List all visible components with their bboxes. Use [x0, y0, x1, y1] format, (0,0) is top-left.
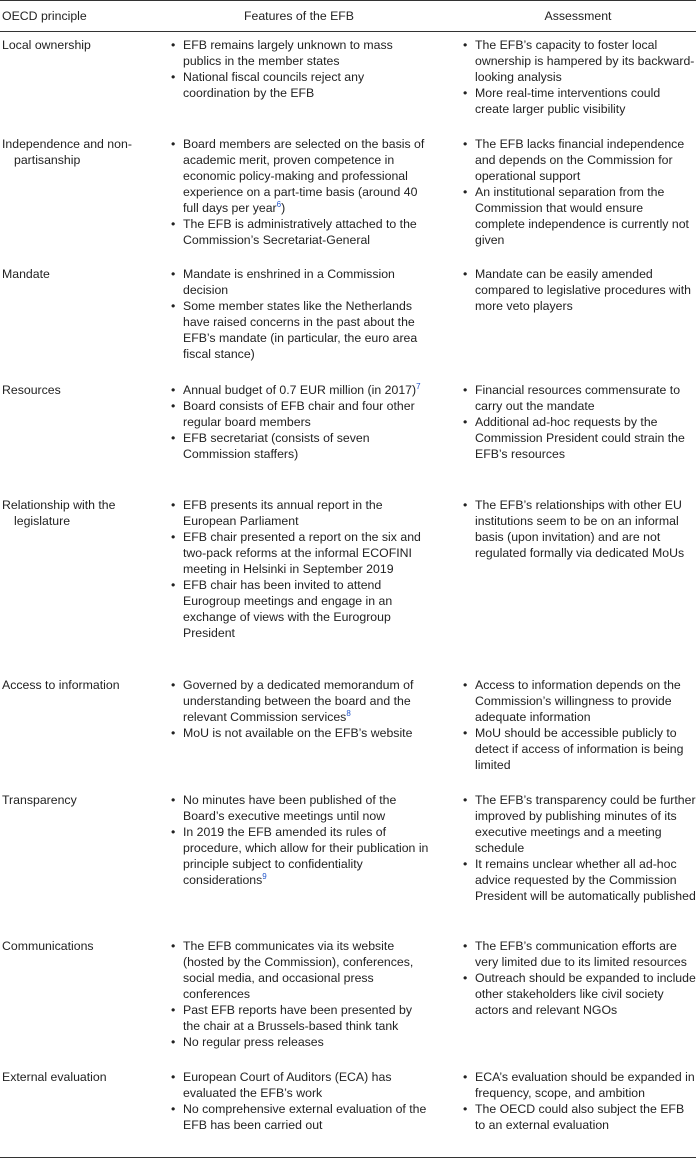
list-item: • MoU should be accessible publicly to detect if access of information is being limited — [460, 725, 696, 773]
list-item: • Past EFB reports have been presented by the chair at a Brussels-based think tank — [168, 1002, 430, 1034]
list-item: • An institutional separation from the Commission that would ensure complete independence is currently not given — [460, 184, 696, 248]
assessment-cell — [460, 382, 696, 462]
list-item: • ECA’s evaluation should be expanded in frequency, scope, and ambition — [460, 1069, 696, 1101]
list-item: • Additional ad-hoc requests by the Commission President could strain the EFB’s resources — [460, 414, 696, 462]
principle-cell: Local ownership — [2, 38, 91, 52]
features-cell — [168, 37, 430, 101]
features-cell — [168, 266, 430, 362]
list-item: • The OECD could also subject the EFB to an external evaluation — [460, 1101, 696, 1133]
assessment-cell — [460, 136, 696, 248]
footnote-ref[interactable]: 8 — [346, 708, 351, 718]
list-item: • More real-time interventions could create larger public visibility — [460, 85, 696, 117]
list-item: • Board members are selected on the basis of academic merit, proven competence in economic policy-making and professional experience on a part-time basis (around 40 full days per year$^6$) — [168, 136, 430, 216]
list-item: • EFB chair has been invited to attend Eurogroup meetings and engage in an exchange of views with the Eurogroup President — [168, 577, 430, 641]
list-item: • Annual budget of 0.7 EUR million (in 2017)$^7$ — [168, 382, 430, 398]
header-oecd-principle: OECD principle — [2, 9, 87, 23]
features-cell — [168, 136, 430, 248]
assessment-cell — [460, 266, 696, 314]
list-item: • No regular press releases — [168, 1034, 430, 1050]
list-item: • The EFB communicates via its website (hosted by the Commission), conferences, social media, and occasional press conferences — [168, 938, 430, 1002]
list-item: • National fiscal councils reject any coordination by the EFB — [168, 69, 430, 101]
principle-cell: Access to information — [2, 678, 120, 692]
principle-cell: Resources — [2, 383, 61, 397]
list-item: • Mandate can be easily amended compared to legislative procedures with more veto players — [460, 266, 696, 314]
principle-cell: Communications — [2, 939, 94, 953]
header-assessment: Assessment — [544, 9, 612, 23]
list-item: • The EFB’s transparency could be further improved by publishing minutes of its executive meetings and a meeting schedule — [460, 792, 696, 856]
list-item: • Governed by a dedicated memorandum of understanding between the board and the relevant Commission services$^8$ — [168, 677, 430, 725]
list-item: • The EFB lacks financial independence and depends on the Commission for operational support — [460, 136, 696, 184]
features-cell — [168, 382, 430, 462]
list-item: • Access to information depends on the Commission’s willingness to provide adequate information — [460, 677, 696, 725]
features-cell — [168, 677, 430, 741]
list-item: • In 2019 the EFB amended its rules of procedure, which allow for their publication in principle subject to confidentiality considerations$^9$ — [168, 824, 430, 888]
list-item: • The EFB’s communication efforts are very limited due to its limited resources — [460, 938, 696, 970]
list-item: • Financial resources commensurate to carry out the mandate — [460, 382, 696, 414]
features-cell — [168, 1069, 430, 1133]
table-top-rule — [0, 0, 696, 1]
list-item: • EFB presents its annual report in the European Parliament — [168, 497, 430, 529]
features-cell — [168, 792, 430, 888]
list-item: • European Court of Auditors (ECA) has evaluated the EFB’s work — [168, 1069, 430, 1101]
footnote-ref[interactable]: 9 — [262, 871, 267, 881]
principle-cell: Transparency — [2, 793, 77, 807]
list-item: • Mandate is enshrined in a Commission decision — [168, 266, 430, 298]
list-item: • The EFB’s capacity to foster local ownership is hampered by its backward-looking analysis — [460, 37, 696, 85]
list-item: • The EFB’s relationships with other EU institutions seem to be on an informal basis (upon invitation) and are not regulated formally via dedicated MoUs — [460, 497, 696, 561]
footnote-ref[interactable]: 7 — [416, 381, 421, 391]
assessment-cell — [460, 792, 696, 904]
list-item: • EFB remains largely unknown to mass publics in the member states — [168, 37, 430, 69]
list-item: • No comprehensive external evaluation of the EFB has been carried out — [168, 1101, 430, 1133]
features-cell — [168, 938, 430, 1050]
list-item: • Some member states like the Netherlands have raised concerns in the past about the EFB’s mandate (in particular, the euro area fiscal stance) — [168, 298, 430, 362]
list-item: • Board consists of EFB chair and four other regular board members — [168, 398, 430, 430]
table-header-rule — [0, 31, 696, 32]
features-cell — [168, 497, 430, 641]
assessment-cell — [460, 37, 696, 117]
assessment-cell — [460, 1069, 696, 1133]
list-item: • EFB chair presented a report on the six and two-pack reforms at the informal ECOFINI meeting in Helsinki in September 2019 — [168, 529, 430, 577]
principle-cell: Mandate — [2, 267, 50, 281]
footnote-ref[interactable]: 6 — [276, 199, 282, 209]
list-item: • MoU is not available on the EFB’s website — [168, 725, 430, 741]
principle-cell: Independence and non-partisanship — [2, 137, 132, 167]
principle-cell: External evaluation — [2, 1070, 107, 1084]
list-item: • It remains unclear whether all ad-hoc advice requested by the Commission President will be automatically published — [460, 856, 696, 904]
header-features: Features of the EFB — [243, 9, 355, 23]
list-item: • EFB secretariat (consists of seven Commission staffers) — [168, 430, 430, 462]
list-item: • The EFB is administratively attached to the Commission’s Secretariat-General — [168, 216, 430, 248]
assessment-cell — [460, 938, 696, 1018]
assessment-cell — [460, 497, 696, 561]
table-bottom-rule — [0, 1157, 696, 1158]
list-item: • Outreach should be expanded to include other stakeholders like civil society actors and relevant NGOs — [460, 970, 696, 1018]
assessment-cell — [460, 677, 696, 773]
list-item: • No minutes have been published of the Board’s executive meetings until now — [168, 792, 430, 824]
principle-cell: Relationship with the legislature — [2, 498, 116, 528]
